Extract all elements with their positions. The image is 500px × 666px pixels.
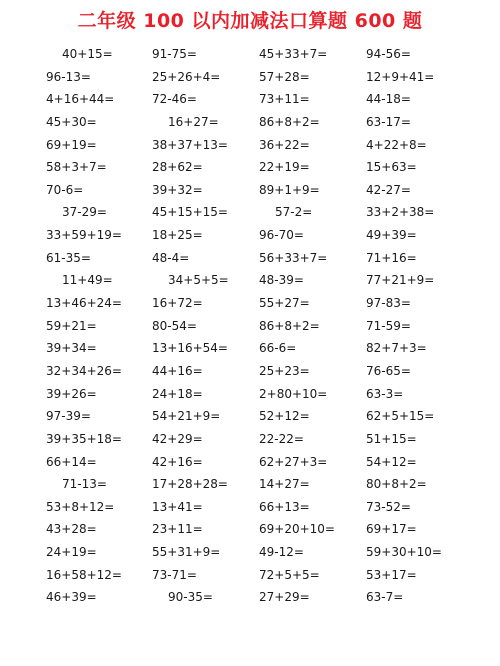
- math-problem: 86+8+2=: [259, 318, 320, 333]
- math-problem: 72-46=: [152, 92, 197, 107]
- math-problem: 33+2+38=: [366, 205, 435, 220]
- math-problem: 16+58+12=: [46, 567, 122, 582]
- math-problem: 48-4=: [152, 250, 190, 265]
- problem-row: [0, 360, 500, 383]
- math-problem: 37-29=: [62, 205, 107, 220]
- math-problem: 4+22+8=: [366, 137, 427, 152]
- math-problem: 42+16=: [152, 454, 203, 469]
- math-problem: 11+49=: [62, 273, 113, 288]
- problem-grid: [0, 43, 500, 609]
- problem-row: [0, 541, 500, 564]
- math-problem: 45+15+15=: [152, 205, 228, 220]
- problem-row: [0, 586, 500, 609]
- math-problem: 76-65=: [366, 363, 411, 378]
- math-problem: 52+12=: [259, 409, 310, 424]
- math-problem: 39+35+18=: [46, 431, 122, 446]
- math-problem: 57+28=: [259, 69, 310, 84]
- math-problem: 18+25=: [152, 228, 203, 243]
- math-problem: 55+31+9=: [152, 545, 221, 560]
- problem-row: [0, 337, 500, 360]
- math-problem: 82+7+3=: [366, 341, 427, 356]
- math-problem: 39+34=: [46, 341, 97, 356]
- problem-row: [0, 179, 500, 202]
- problem-row: [0, 315, 500, 338]
- math-problem: 13+46+24=: [46, 296, 122, 311]
- math-problem: 61-35=: [46, 250, 91, 265]
- problem-row: [0, 496, 500, 519]
- problem-row: [0, 111, 500, 134]
- problem-row: [0, 134, 500, 157]
- problem-row: [0, 201, 500, 224]
- math-problem: 89+1+9=: [259, 182, 320, 197]
- problem-row: [0, 224, 500, 247]
- math-problem: 16+72=: [152, 296, 203, 311]
- math-problem: 15+63=: [366, 160, 417, 175]
- problem-row: [0, 88, 500, 111]
- math-problem: 51+15=: [366, 431, 417, 446]
- math-problem: 42-27=: [366, 182, 411, 197]
- math-problem: 36+22=: [259, 137, 310, 152]
- math-problem: 97-39=: [46, 409, 91, 424]
- math-problem: 63-7=: [366, 590, 404, 605]
- math-problem: 45+30=: [46, 114, 97, 129]
- math-problem: 66-6=: [259, 341, 297, 356]
- math-problem: 24+19=: [46, 545, 97, 560]
- math-problem: 63-17=: [366, 114, 411, 129]
- problem-row: [0, 43, 500, 66]
- math-problem: 73-52=: [366, 499, 411, 514]
- problem-row: [0, 156, 500, 179]
- math-problem: 59+21=: [46, 318, 97, 333]
- math-problem: 43+28=: [46, 522, 97, 537]
- math-problem: 71+16=: [366, 250, 417, 265]
- math-problem: 86+8+2=: [259, 114, 320, 129]
- math-problem: 49+39=: [366, 228, 417, 243]
- math-problem: 62+5+15=: [366, 409, 435, 424]
- math-problem: 33+59+19=: [46, 228, 122, 243]
- math-problem: 12+9+41=: [366, 69, 435, 84]
- math-problem: 54+12=: [366, 454, 417, 469]
- math-problem: 32+34+26=: [46, 363, 122, 378]
- problem-row: [0, 564, 500, 587]
- math-problem: 69+20+10=: [259, 522, 335, 537]
- math-problem: 22-22=: [259, 431, 304, 446]
- math-problem: 44+16=: [152, 363, 203, 378]
- problem-row: [0, 451, 500, 474]
- math-problem: 38+37+13=: [152, 137, 228, 152]
- math-problem: 72+5+5=: [259, 567, 320, 582]
- math-problem: 54+21+9=: [152, 409, 221, 424]
- math-problem: 42+29=: [152, 431, 203, 446]
- math-problem: 58+3+7=: [46, 160, 107, 175]
- problem-row: [0, 405, 500, 428]
- problem-row: [0, 269, 500, 292]
- math-problem: 63-3=: [366, 386, 404, 401]
- problem-row: [0, 383, 500, 406]
- math-problem: 53+17=: [366, 567, 417, 582]
- math-problem: 40+15=: [62, 47, 113, 61]
- math-problem: 96-13=: [46, 69, 91, 84]
- math-problem: 80+8+2=: [366, 477, 427, 492]
- math-problem: 73-71=: [152, 567, 197, 582]
- math-problem: 22+19=: [259, 160, 310, 175]
- math-problem: 2+80+10=: [259, 386, 328, 401]
- problem-row: [0, 473, 500, 496]
- math-problem: 13+41=: [152, 499, 203, 514]
- math-problem: 14+27=: [259, 477, 310, 492]
- math-problem: 69+19=: [46, 137, 97, 152]
- problem-row: [0, 518, 500, 541]
- math-problem: 25+23=: [259, 363, 310, 378]
- problem-row: [0, 292, 500, 315]
- problem-row: [0, 247, 500, 270]
- math-problem: 71-59=: [366, 318, 411, 333]
- math-problem: 53+8+12=: [46, 499, 115, 514]
- math-problem: 69+17=: [366, 522, 417, 537]
- math-problem: 17+28+28=: [152, 477, 228, 492]
- math-problem: 80-54=: [152, 318, 197, 333]
- math-problem: 73+11=: [259, 92, 310, 107]
- math-problem: 48-39=: [259, 273, 304, 288]
- math-problem: 90-35=: [168, 590, 213, 605]
- math-problem: 97-83=: [366, 296, 411, 311]
- math-problem: 4+16+44=: [46, 92, 115, 107]
- math-problem: 70-6=: [46, 182, 84, 197]
- page-title: 二年级 100 以内加减法口算题 600 题: [77, 10, 423, 32]
- math-problem: 56+33+7=: [259, 250, 328, 265]
- math-problem: 66+13=: [259, 499, 310, 514]
- math-problem: 57-2=: [275, 205, 313, 220]
- math-problem: 66+14=: [46, 454, 97, 469]
- math-problem: 46+39=: [46, 590, 97, 605]
- math-problem: 45+33+7=: [259, 47, 328, 61]
- math-problem: 96-70=: [259, 228, 304, 243]
- math-problem: 94-56=: [366, 47, 411, 61]
- math-problem: 44-18=: [366, 92, 411, 107]
- math-problem: 39+32=: [152, 182, 203, 197]
- math-problem: 27+29=: [259, 590, 310, 605]
- math-problem: 25+26+4=: [152, 69, 221, 84]
- math-problem: 77+21+9=: [366, 273, 435, 288]
- math-problem: 13+16+54=: [152, 341, 228, 356]
- problem-row: [0, 428, 500, 451]
- problem-row: [0, 66, 500, 89]
- math-problem: 55+27=: [259, 296, 310, 311]
- math-problem: 39+26=: [46, 386, 97, 401]
- math-problem: 28+62=: [152, 160, 203, 175]
- math-problem: 49-12=: [259, 545, 304, 560]
- math-problem: 24+18=: [152, 386, 203, 401]
- math-problem: 91-75=: [152, 47, 197, 61]
- math-problem: 23+11=: [152, 522, 203, 537]
- math-problem: 71-13=: [62, 477, 107, 492]
- math-problem: 34+5+5=: [168, 273, 229, 288]
- math-problem: 62+27+3=: [259, 454, 328, 469]
- math-problem: 59+30+10=: [366, 545, 442, 560]
- math-problem: 16+27=: [168, 114, 219, 129]
